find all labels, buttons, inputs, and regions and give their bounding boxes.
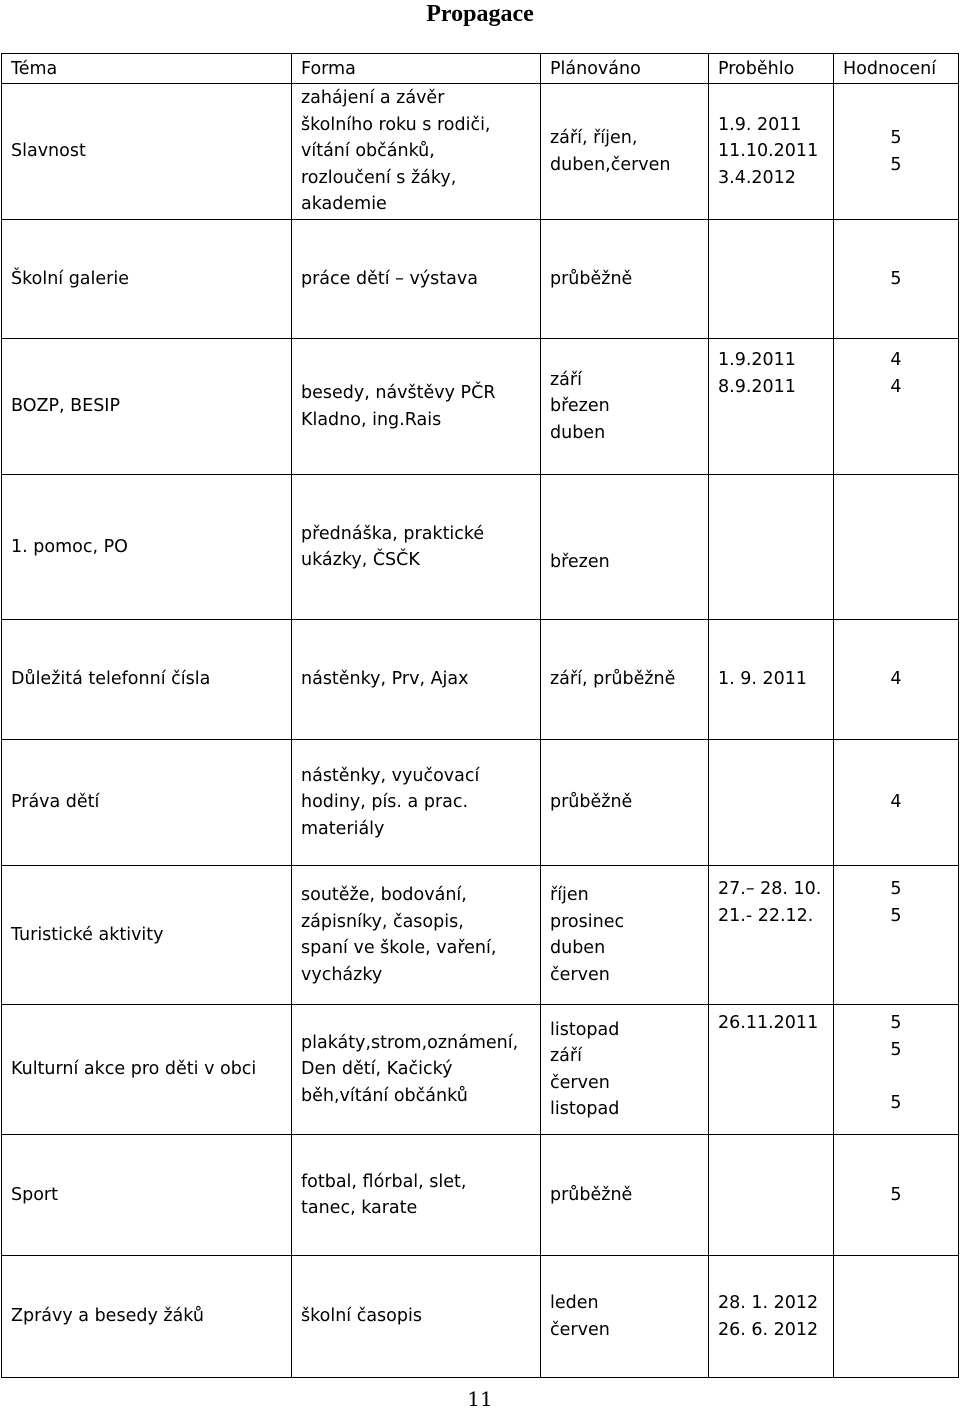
cell-planovano: září, říjen, duben,červen — [541, 84, 709, 220]
cell-planovano: září březen duben — [541, 339, 709, 475]
header-hodnoceni: Hodnocení — [834, 54, 959, 84]
cell-probehlo: 27.– 28. 10. 21.- 22.12. — [709, 866, 834, 1005]
propagation-table — [1, 53, 959, 1378]
cell-hodnoceni: 5 — [834, 1135, 959, 1256]
cell-forma: besedy, návštěvy PČR Kladno, ing.Rais — [292, 339, 541, 475]
cell-tema: Slavnost — [2, 84, 292, 220]
cell-planovano: září, průběžně — [541, 620, 709, 740]
cell-hodnoceni — [834, 475, 959, 620]
table-row — [2, 339, 959, 475]
cell-planovano: březen — [541, 475, 709, 620]
cell-hodnoceni: 4 — [834, 620, 959, 740]
cell-forma: nástěnky, vyučovací hodiny, pís. a prac. materiály — [292, 740, 541, 866]
table-row — [2, 1005, 959, 1135]
header-tema: Téma — [2, 54, 292, 84]
cell-probehlo: 1.9. 2011 11.10.2011 3.4.2012 — [709, 84, 834, 220]
cell-forma: nástěnky, Prv, Ajax — [292, 620, 541, 740]
cell-hodnoceni: 4 4 — [834, 339, 959, 475]
table-row — [2, 740, 959, 866]
cell-probehlo — [709, 475, 834, 620]
cell-forma: soutěže, bodování, zápisníky, časopis, spaní ve škole, vaření, vycházky — [292, 866, 541, 1005]
cell-forma: plakáty,strom,oznámení, Den dětí, Kačický běh,vítání občánků — [292, 1005, 541, 1135]
cell-forma: zahájení a závěr školního roku s rodiči, vítání občánků, rozloučení s žáky, akademie — [292, 84, 541, 220]
cell-probehlo: 1.9.2011 8.9.2011 — [709, 339, 834, 475]
table-row — [2, 1256, 959, 1378]
cell-hodnoceni: 5 5 — [834, 84, 959, 220]
cell-hodnoceni — [834, 1256, 959, 1378]
cell-hodnoceni: 4 — [834, 740, 959, 866]
cell-probehlo: 28. 1. 2012 26. 6. 2012 — [709, 1256, 834, 1378]
cell-tema: Důležitá telefonní čísla — [2, 620, 292, 740]
cell-forma: přednáška, praktické ukázky, ČSČK — [292, 475, 541, 620]
cell-planovano: průběžně — [541, 740, 709, 866]
page-title: Propagace — [426, 1, 534, 27]
table-row — [2, 1135, 959, 1256]
cell-tema: Sport — [2, 1135, 292, 1256]
header-probehlo: Proběhlo — [709, 54, 834, 84]
cell-forma: práce dětí – výstava — [292, 220, 541, 339]
cell-probehlo — [709, 220, 834, 339]
cell-planovano: leden červen — [541, 1256, 709, 1378]
table-row — [2, 84, 959, 220]
cell-tema: Zprávy a besedy žáků — [2, 1256, 292, 1378]
cell-probehlo: 1. 9. 2011 — [709, 620, 834, 740]
cell-forma: školní časopis — [292, 1256, 541, 1378]
cell-planovano: listopad září červen listopad — [541, 1005, 709, 1135]
table-row — [2, 220, 959, 339]
page-number: 11 — [467, 1387, 493, 1411]
cell-planovano: průběžně — [541, 1135, 709, 1256]
cell-probehlo: 26.11.2011 — [709, 1005, 834, 1135]
cell-forma: fotbal, flórbal, slet, tanec, karate — [292, 1135, 541, 1256]
cell-tema: Školní galerie — [2, 220, 292, 339]
cell-tema: BOZP, BESIP — [2, 339, 292, 475]
cell-tema: 1. pomoc, PO — [2, 475, 292, 620]
header-forma: Forma — [292, 54, 541, 84]
cell-planovano: průběžně — [541, 220, 709, 339]
cell-planovano: říjen prosinec duben červen — [541, 866, 709, 1005]
table-row — [2, 866, 959, 1005]
header-planovano: Plánováno — [541, 54, 709, 84]
table-row — [2, 620, 959, 740]
cell-tema: Kulturní akce pro děti v obci — [2, 1005, 292, 1135]
cell-probehlo — [709, 1135, 834, 1256]
table-header-row — [2, 54, 959, 84]
cell-hodnoceni: 5 5 5 — [834, 1005, 959, 1135]
table-row — [2, 475, 959, 620]
cell-tema: Práva dětí — [2, 740, 292, 866]
cell-probehlo — [709, 740, 834, 866]
cell-tema: Turistické aktivity — [2, 866, 292, 1005]
cell-hodnoceni: 5 — [834, 220, 959, 339]
cell-hodnoceni: 5 5 — [834, 866, 959, 1005]
